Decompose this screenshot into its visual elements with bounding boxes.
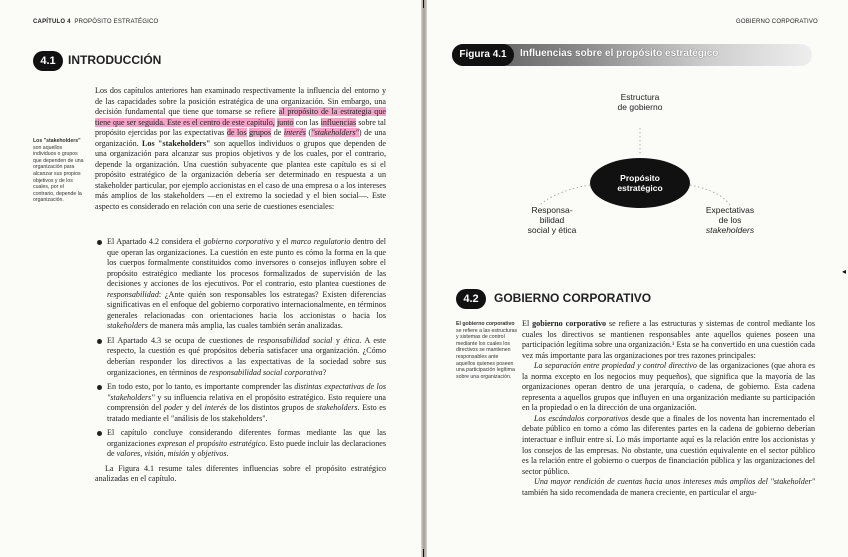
text-run: . A este respecto, la cuestión es qué propósitos debería satisfacer una organización. ¿Cómo deberían responder los directivos a las expectativas de la sociedad sobre sus organizaciones, en términos de: [107, 335, 386, 377]
figure-label: Figura 4.1: [452, 44, 514, 66]
text-run: El: [522, 319, 533, 328]
text-run: dentro del que operan las organizaciones. La cuestión en este punto es cómo la forma en la que los cuerpos formalmente constituidos como inversores o consejos influyen sobre el propósito estratégico mediante los procesos formalizados de supervisión de las decisiones y acciones de los ejecutivos. Por el contrario, esto plantea cuestiones de: [107, 237, 386, 289]
governance-paragraph-1: [522, 319, 815, 361]
emphasis: responsabilidad social: [257, 335, 333, 345]
highlight: al propósito de la estrategia que tiene que ser seguida. Este es el centro de este capítulo,: [95, 107, 386, 127]
text-run: y: [189, 449, 198, 459]
emphasis: responsabilidad: [107, 289, 159, 299]
text-run: El Apartado 4.2 considera el: [107, 237, 204, 246]
term: Los "stakeholders": [142, 138, 211, 148]
diagram-label-social-responsibility: [512, 205, 592, 235]
text-run: .: [226, 449, 229, 459]
text-run: se refiere a las estructuras y sistemas de control mediante los cuales los directivos se mantienen responsables ante aquellos quienes poseen una participación legítima sobre una organización.¹ Esta se ha convertido en una cuestión cada vez más importante para las organizaciones por tres razones principales:: [522, 319, 815, 360]
text-run: (: [308, 128, 312, 138]
emphasis: interés: [204, 403, 227, 413]
text-run: son aquellos individuos o grupos que dependen de una organización para alcanzar sus propios objetivos y de los cuales, por el contrario, depende la organización. Una cuestión subyacente que plantea este capítulo es si el propósito estratégico de la organización debería ser determinado en respuesta a un stakeholder particular, por ejemplo accionistas en el caso de una empresa o a los intereses más amplios de los stakeholders —en el extremo la sociedad y el bien social—. Este aspecto es considerado en relación con una serie de cuestiones esenciales:: [95, 138, 386, 212]
emphasis: La separación entre propiedad y control directivo: [534, 361, 697, 371]
crop-mark-bottom: [423, 549, 424, 557]
emphasis: valores, visión, misión: [116, 449, 190, 459]
emphasis: poder: [163, 403, 183, 413]
margin-definition-stakeholders: [33, 138, 85, 204]
label-line: stakeholders: [705, 225, 755, 235]
section-number-badge: 4.1: [33, 51, 63, 71]
governance-body: [522, 319, 815, 498]
emphasis: Una mayor rendición de cuentas hacia unos intereses más amplios del "stakeholder": [534, 477, 815, 487]
diagram-label-governance: [600, 92, 680, 112]
section-number-badge: 4.2: [456, 289, 486, 309]
left-running-head: [33, 19, 158, 25]
emphasis: expresan el propósito estratégico: [157, 438, 266, 448]
bullet-item: [95, 382, 386, 424]
diagram-core-strategic-purpose: [590, 158, 690, 208]
emphasis: gobierno corporativo: [203, 237, 274, 246]
text-run: de las organizaciones (que ahora es la norma excepto en los negocios muy pequeños), que significa que la mayoría de las organizaciones operan dentro de una jerarquía, o cadena, de gobierno. Esta cadena representa a aquellos grupos que influyen en una organización mediante su participación en la propiedad o en la dirección de una organización.: [522, 361, 815, 413]
text-run: ) de una organización.: [95, 128, 387, 148]
label-line: de gobierno: [617, 102, 663, 112]
page-edge-arrow-icon: ◂: [842, 267, 847, 276]
margin-text: se refiere a las estructuras y sistemas de control mediante los cuales los directivos se mantienen responsables ante aquellos quienes poseen una participación legítima sobre una organización.: [456, 327, 518, 380]
bullet-item: [95, 336, 386, 378]
margin-term: Los "stakeholders": [33, 138, 81, 144]
label-line: Propósito: [620, 173, 660, 183]
governance-paragraph-4: [522, 477, 815, 498]
highlight: de los: [226, 128, 247, 138]
margin-definition-corporate-governance: [456, 321, 518, 380]
text-run: En todo esto, por lo tanto, es importante comprender las: [107, 382, 295, 392]
closing-paragraph: La Figura 4.1 resume tales diferentes influencias sobre el propósito estratégico analizadas en el capítulo.: [95, 463, 386, 484]
bullet-dot-icon: [97, 240, 102, 245]
text-run: también ha sido recomendada de manera creciente, en particular el argu-: [522, 487, 757, 497]
governance-paragraph-3: [522, 414, 815, 477]
bullet-item: [95, 237, 386, 332]
section-title: INTRODUCCIÓN: [68, 53, 162, 67]
text-run: El Apartado 4.3 se ocupa de cuestiones de: [107, 335, 258, 345]
emphasis: stakeholders: [107, 321, 148, 331]
emphasis: objetivos: [197, 449, 227, 459]
intro-paragraph: [95, 86, 386, 213]
text-run: . Esto es tratado mediante el "análisis de los stakeholders".: [107, 403, 386, 423]
bullet-list: [95, 237, 386, 460]
emphasis: Los escándalos corporativos: [534, 413, 629, 423]
text-run: : ¿Ante quién son responsables los estrategas? Existen diferencias significativas en el enfoque del gobierno corporativo internacionalmente, en términos generales relacionadas con orientaciones hacia los accionistas o hacia los: [107, 289, 386, 320]
highlight: grupos: [249, 128, 272, 138]
text-run: con las: [295, 117, 319, 127]
bullet-dot-icon: [97, 431, 102, 436]
label-line: bilidad: [539, 215, 565, 225]
text-run: Los dos capítulos anteriores han examinado respectivamente la influencia del entorno y de las capacidades sobre la posición estratégica de una organización. Sin embargo, una decisión fundamental que tiene que tomarse se refiere: [95, 86, 386, 117]
text-run: y su influencia relativa en el propósito estratégico. Esto requiere una comprensión del: [107, 392, 386, 413]
running-head-title: PROPÓSITO ESTRATÉGICO: [74, 19, 159, 25]
text-run: El capítulo concluye considerando diferentes formas mediante las que las organizaciones: [107, 428, 386, 448]
text-run: de manera más amplia, las cuales también serán analizadas.: [147, 321, 343, 331]
text-run: y: [332, 335, 344, 345]
label-line: estratégico: [617, 183, 663, 193]
crop-mark-top: [423, 0, 424, 8]
term: gobierno corporativo: [532, 319, 607, 328]
bullet-item: [95, 428, 386, 460]
text-run: . Esto puede incluir las declaraciones de: [107, 438, 386, 459]
emphasis: ética: [343, 335, 360, 345]
highlight: junto: [276, 117, 294, 127]
label-line: Estructura: [620, 92, 660, 102]
text-run: de los distintos grupos de: [226, 403, 317, 413]
label-line: Expectativas: [705, 205, 755, 215]
label-line: de los: [718, 215, 742, 225]
emphasis: responsabilidad social corporativa: [209, 367, 323, 377]
text-run: de: [273, 128, 282, 138]
diagram-label-stakeholder-expectations: [690, 205, 770, 235]
emphasis: distintas expectativas de los "stakeholders": [107, 382, 386, 402]
intro-body: [95, 86, 386, 213]
emphasis: stakeholders: [316, 403, 358, 413]
text-run: y el: [273, 237, 291, 246]
highlight: interés: [283, 128, 306, 138]
margin-text: son aquellos individuos o grupos que dependen de una organización para alcanzar sus propios objetivos y de los cuales, por el contrario, depende la organización.: [33, 144, 84, 204]
label-line: Responsa-: [531, 205, 573, 215]
text-run: desde que a finales de los noventa han incrementado el debate público en torno a cómo las diferentes partes en la cadena de gobierno deberían interactuar e influir entre sí. Lo más importante aquí es la relación entre los accionistas y los consejos de las empresas. No obstante, una cuestión equivalente en el sector público es la relación entre el gobierno o cuerpos de financiación pública y las organizaciones del sector público.: [522, 413, 816, 476]
margin-term: El gobierno corporativo: [456, 321, 515, 327]
bullet-dot-icon: [97, 385, 102, 390]
figure-title: Influencias sobre el propósito estratégico: [520, 48, 719, 59]
section-title: GOBIERNO CORPORATIVO: [494, 291, 652, 305]
text-run: y del: [182, 403, 205, 413]
bullet-list-container: [95, 237, 386, 485]
highlight: influencias: [320, 117, 357, 127]
right-running-head: GOBIERNO CORPORATIVO: [736, 19, 818, 25]
highlight: "stakeholders": [311, 128, 359, 138]
governance-paragraph-2: [522, 361, 815, 414]
running-head-chapter: CAPÍTULO 4: [33, 19, 71, 25]
label-line: social y ética: [527, 225, 577, 235]
bullet-dot-icon: [97, 339, 102, 344]
text-run: ?: [322, 367, 327, 377]
text-run: sobre tal propósito ejercidas por las expectativas: [95, 117, 387, 138]
emphasis: marco regulatorio: [290, 237, 351, 246]
